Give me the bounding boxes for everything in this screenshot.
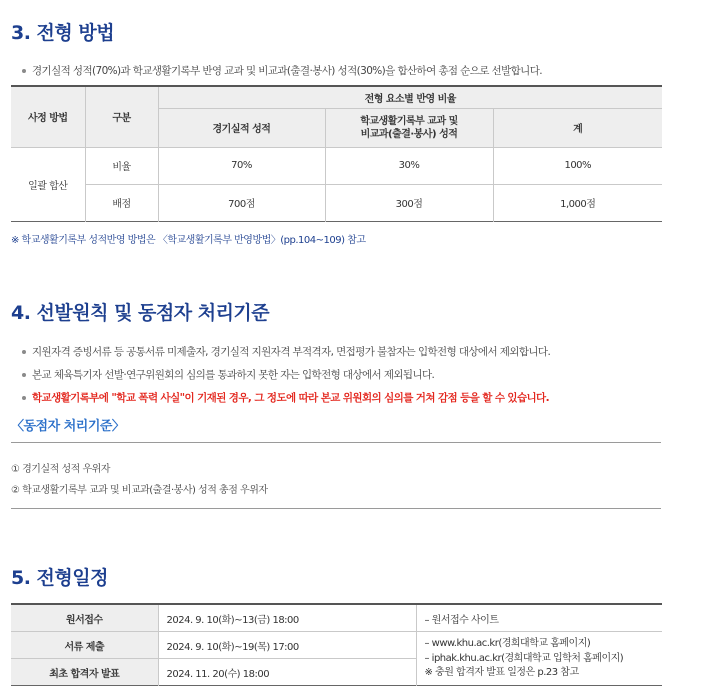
section-5-title: 5. 전형일정 <box>11 567 108 589</box>
schedule-label: 최초 합격자 발표 <box>11 659 158 686</box>
schedule-label: 원서접수 <box>11 604 158 632</box>
schedule-label: 서류 제출 <box>11 632 158 659</box>
row-label: 배점 <box>85 184 158 221</box>
section-3-title: 3. 전형 방법 <box>11 22 115 44</box>
header-total: 계 <box>493 108 662 147</box>
row-perf: 700점 <box>158 184 325 221</box>
table-row <box>11 632 662 659</box>
schedule-date: 2024. 11. 20(수) 18:00 <box>158 659 416 686</box>
header-category: 구분 <box>85 86 158 147</box>
homepage-link[interactable]: – www.khu.ac.kr(경희대학교 홈페이지) <box>424 638 591 649</box>
row-perf: 70% <box>158 147 325 184</box>
header-performance: 경기실적 성적 <box>158 108 325 147</box>
row-record: 300점 <box>325 184 493 221</box>
section-3-bullet: 경기실적 성적(70%)과 학교생활기록부 반영 교과 및 비교과(출결·봉사) 성적(30%)을 합산하여 총점 순으로 선발합니다. <box>32 65 542 77</box>
schedule-date: 2024. 9. 10(화)~13(금) 18:00 <box>158 604 416 632</box>
row-total: 1,000점 <box>493 184 662 221</box>
header-group: 전형 요소별 반영 비율 <box>158 86 662 108</box>
tie-break-subtitle: 〈동점자 처리기준〉 <box>11 419 125 434</box>
section-4-bullet-3: 학교생활기록부에 "학교 폭력 사실"이 기재된 경우, 그 정도에 따라 본교 위원회의 심의를 거쳐 감점 등을 할 수 있습니다. <box>32 392 549 404</box>
schedule-date: 2024. 9. 10(화)~19(목) 17:00 <box>158 632 416 659</box>
tie-break-criterion-2: ② 학교생활기록부 교과 및 비교과(출결·봉사) 성적 총점 우위자 <box>11 485 268 496</box>
section-4-bullet-2: 본교 체육특기자 선발·연구위원회의 심의를 통과하지 못한 자는 입학전형 대상에서 제외됩니다. <box>32 369 435 381</box>
header-record-line1: 학교생활기록부 교과 및 <box>360 115 458 127</box>
admissions-link[interactable]: – iphak.khu.ac.kr(경희대학교 입학처 홈페이지) <box>424 652 624 664</box>
section-3-note: ※ 학교생활기록부 성적반영 방법은 〈학교생활기록부 반영방법〉(pp.104~109) 참고 <box>11 235 366 246</box>
section-4-bullet-1: 지원자격 증빙서류 등 공통서류 미제출자, 경기실적 지원자격 부적격자, 면접평가 불참자는 입학전형 대상에서 제외합니다. <box>32 346 551 358</box>
table-row <box>11 604 662 632</box>
row-total: 100% <box>493 147 662 184</box>
section-4-title: 4. 선발원칙 및 동점자 처리기준 <box>11 302 270 324</box>
schedule-side-links <box>416 632 662 686</box>
table-row <box>11 147 662 184</box>
divider <box>11 508 661 509</box>
row-label: 비율 <box>85 147 158 184</box>
header-record <box>325 108 493 147</box>
method-value: 일괄 합산 <box>11 147 85 221</box>
schedule-table <box>11 603 662 686</box>
schedule-side-top: – 원서접수 사이트 <box>416 604 662 632</box>
tie-break-criterion-1: ① 경기실적 성적 우위자 <box>11 464 110 475</box>
table-row <box>11 184 662 221</box>
schedule-note: ※ 충원 합격자 발표 일정은 p.23 참고 <box>424 667 579 678</box>
row-record: 30% <box>325 147 493 184</box>
selection-method-table <box>11 85 662 222</box>
divider <box>11 442 661 443</box>
header-method: 사정 방법 <box>11 86 85 147</box>
header-record-line2: 비교과(출결·봉사) 성적 <box>360 128 458 140</box>
